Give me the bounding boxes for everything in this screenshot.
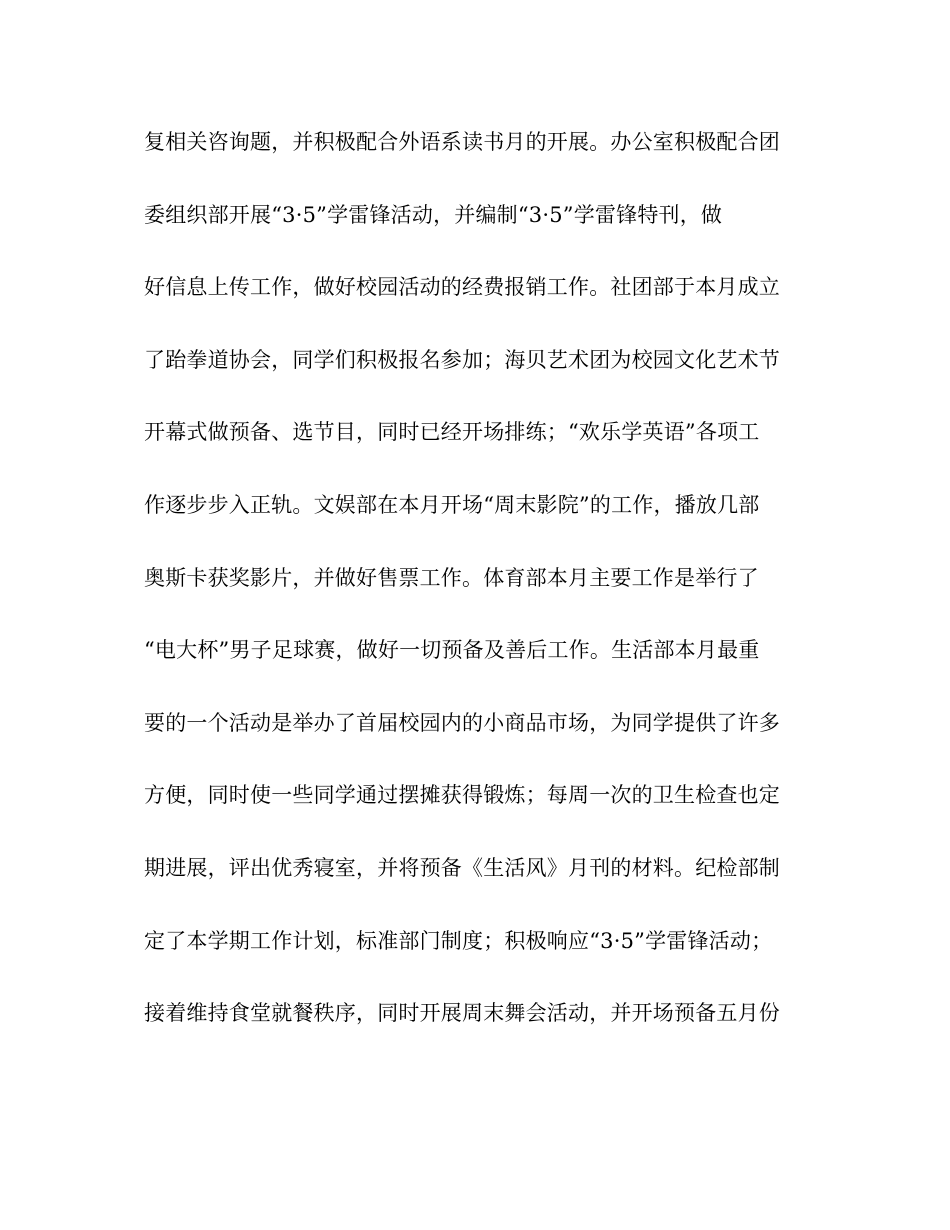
text-line: “电大杯”男子足球赛，做好一切预备及善后工作。生活部本月最重 (144, 638, 760, 663)
text-line: 作逐步步入正轨。文娱部在本月开场“周末影院”的工作，播放几部 (144, 492, 760, 517)
text-line: 了跆拳道协会，同学们积极报名参加；海贝艺术团为校园文化艺术节 (144, 347, 780, 372)
text-line: 委组织部开展“3·5”学雷锋活动，并编制“3·5”学雷锋特刊，做 (144, 202, 723, 227)
text-line: 好信息上传工作，做好校园活动的经费报销工作。社团部于本月成立 (144, 275, 780, 300)
text-line: 方便，同时使一些同学通过摆摊获得锻炼；每周一次的卫生检查也定 (144, 783, 780, 808)
text-line: 期进展，评出优秀寝室，并将预备《生活风》月刊的材料。纪检部制 (144, 855, 780, 880)
body-paragraph (144, 120, 824, 1064)
text-line: 奥斯卡获奖影片，并做好售票工作。体育部本月主要工作是举行了 (144, 565, 759, 590)
text-line: 复相关咨询题，并积极配合外语系读书月的开展。办公室积极配合团 (144, 130, 780, 154)
text-line: 定了本学期工作计划，标准部门制度；积极响应“3·5”学雷锋活动； (144, 928, 773, 953)
text-line: 接着维持食堂就餐秩序，同时开展周末舞会活动，并开场预备五月份 (144, 1001, 780, 1026)
text-line: 要的一个活动是举办了首届校园内的小商品市场，为同学提供了许多 (144, 710, 780, 735)
text-line: 开幕式做预备、选节目，同时已经开场排练；“欢乐学英语”各项工 (144, 420, 760, 445)
